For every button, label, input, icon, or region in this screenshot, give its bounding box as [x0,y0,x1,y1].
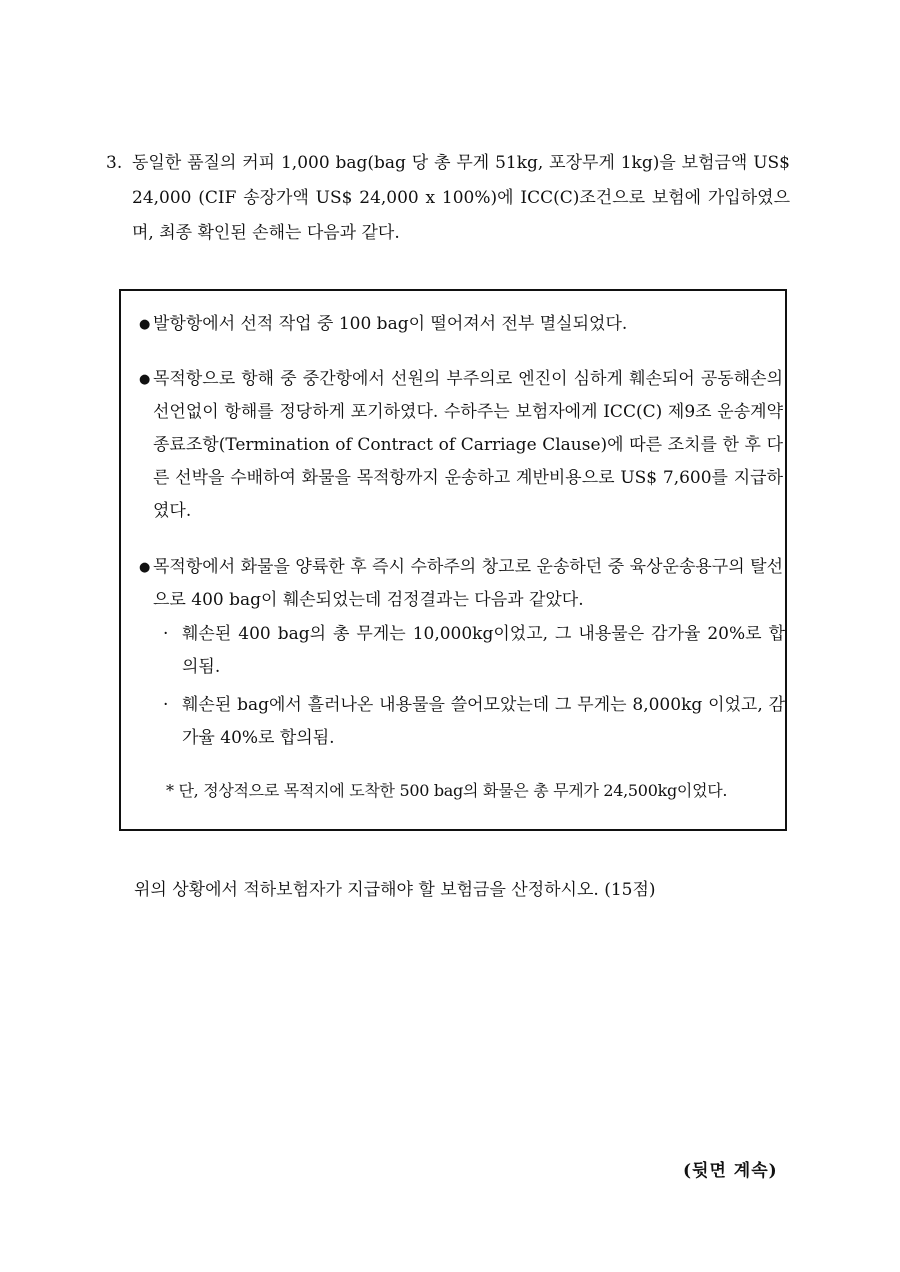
note-text: * 단, 정상적으로 목적지에 도착한 500 bag의 화물은 총 무게가 24,500kg이었다. [166,781,728,800]
question-text: 동일한 품질의 커피 1,000 bag(bag 당 총 무게 51kg, 포장무게 1kg)을 보험금액 US$ 24,000 (CIF 송장가액 US$ 24,000 x 100%)에 ICC(C)조건으로 보험에 가입하였으며, 최종 확인된 손해는 다음과 같다. [132,153,790,243]
bullet-item-inland-transit-damage [139,551,787,617]
sub-item-text: 훼손된 400 bag의 총 무게는 10,000kg이었고, 그 내용물은 감가율 20%로 합의됨. [182,624,785,677]
bullet-text: 목적항에서 화물을 양륙한 후 즉시 수하주의 창고로 운송하던 중 육상운송용구의 탈선으로 400 bag이 훼손되었는데 검정결과는 다음과 같았다. [153,557,783,610]
case-box [119,289,787,831]
instruction-text: 위의 상황에서 적하보험자가 지급해야 할 보험금을 산정하시오. (15점) [134,880,656,900]
sub-bullet-icon: · [163,695,169,715]
sub-bullet-icon: · [163,624,169,644]
bullet-text: 목적항으로 항해 중 중간항에서 선원의 부주의로 엔진이 심하게 훼손되어 공동해손의 선언없이 항해를 정당하게 포기하였다. 수하주는 보험자에게 ICC(C) 제9조 운송계약종료조항(Termination of Contract of Carriage Clause)에 따른 조치를 한 후 다른 선박을 수배하여 화물을 목적항까지 운송하고 계반비용으로 US$ 7,600를 지급하였다. [153,369,783,521]
sub-item-spilled-contents [163,689,785,755]
continue-label: (뒷면 계속) [683,1161,778,1181]
question-number: 3. [106,153,123,173]
bullet-icon: ● [139,560,151,575]
bullet-icon: ● [139,317,151,332]
bullet-icon: ● [139,372,151,387]
sub-item-damaged-weight [163,618,785,684]
bullet-text: 발항항에서 선적 작업 중 100 bag이 떨어져서 전부 멸실되었다. [153,314,628,334]
question-3 [106,146,790,251]
bullet-item-voyage-abandonment [139,363,787,528]
bullet-item-loading-loss [139,308,787,341]
sub-item-text: 훼손된 bag에서 흘러나온 내용물을 쓸어모았는데 그 무게는 8,000kg 이었고, 감가율 40%로 합의됨. [182,695,785,748]
